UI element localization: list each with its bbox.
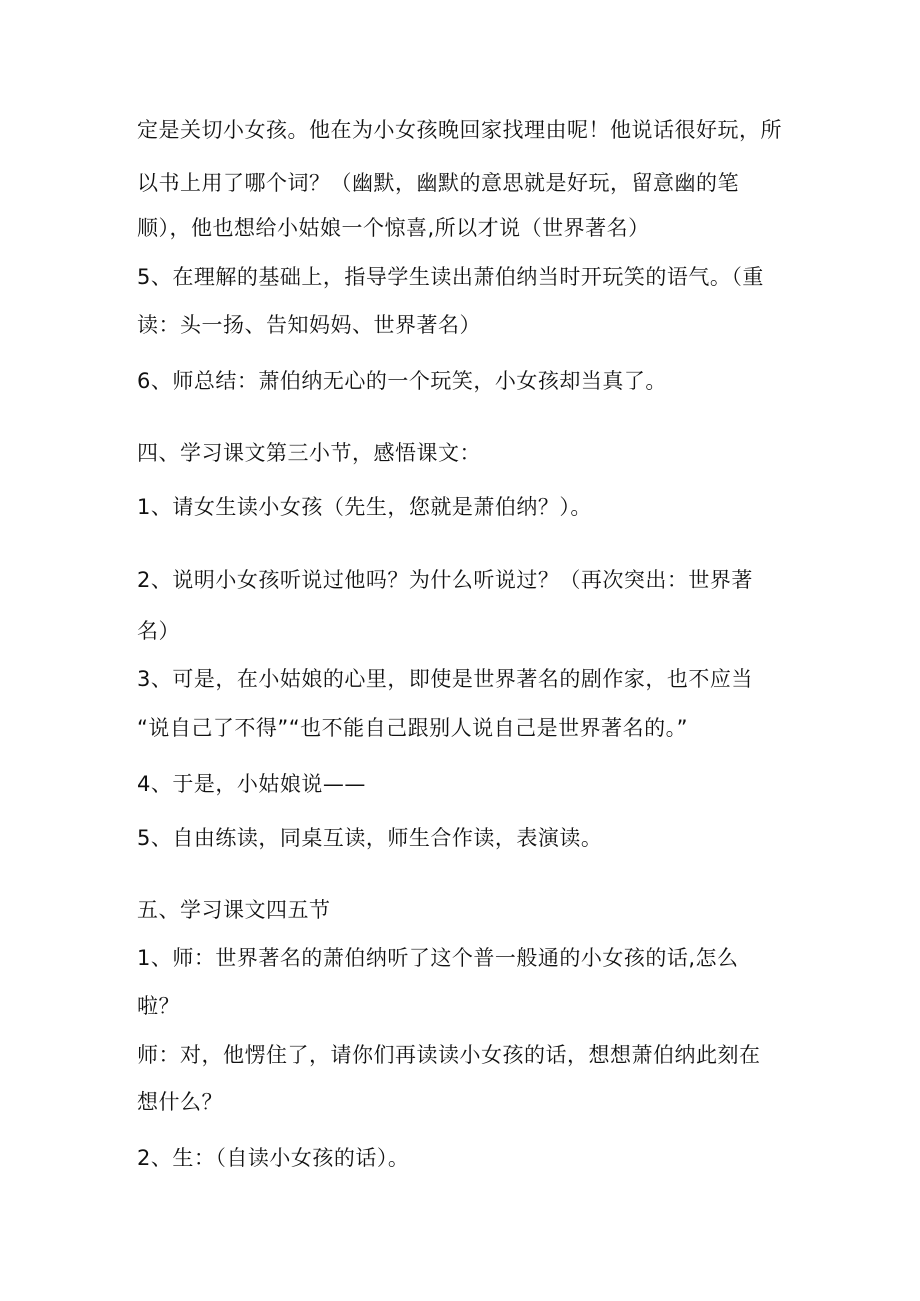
- text-line: 1、请女生读小女孩（先生，您就是萧伯纳？）。: [137, 495, 592, 519]
- section-heading: 五、学习课文四五节: [137, 898, 331, 922]
- text-line: 3、可是，在小姑娘的心里，即使是世界著名的剧作家，也不应当: [137, 667, 753, 691]
- text-line: 2、说明小女孩听说过他吗？为什么听说过？（再次突出：世界著: [137, 568, 753, 592]
- text-line: 4、于是，小姑娘说——: [137, 772, 366, 796]
- text-line: “说自己了不得”“也不能自己跟别人说自己是世界著名的。”: [137, 716, 689, 740]
- text-line: 顺），他也想给小姑娘一个惊喜,所以才说（世界著名）: [137, 216, 650, 240]
- text-line: 1、师：世界著名的萧伯纳听了这个普一般通的小女孩的话,怎么: [137, 946, 739, 970]
- text-line: 师：对，他愣住了，请你们再读读小女孩的话，想想萧伯纳此刻在: [137, 1043, 761, 1067]
- text-line: 啦？: [137, 994, 180, 1018]
- text-line: 定是关切小女孩。他在为小女孩晚回家找理由呢！他说话很好玩，所: [137, 118, 782, 142]
- text-line: 5、在理解的基础上，指导学生读出萧伯纳当时开玩笑的语气。（重: [137, 265, 764, 289]
- section-heading: 四、学习课文第三小节，感悟课文：: [137, 441, 481, 465]
- text-line: 2、生：（自读小女孩的话）。: [137, 1146, 410, 1170]
- text-line: 读：头一扬、告知妈妈、世界著名）: [137, 313, 481, 337]
- text-line: 以书上用了哪个词？（幽默，幽默的意思就是好玩，留意幽的笔: [137, 171, 739, 195]
- text-line: 名）: [137, 619, 180, 643]
- text-line: 想什么？: [137, 1090, 223, 1114]
- text-line: 6、师总结：萧伯纳无心的一个玩笑，小女孩却当真了。: [137, 369, 667, 393]
- text-line: 5、自由练读，同桌互读，师生合作读，表演读。: [137, 826, 603, 850]
